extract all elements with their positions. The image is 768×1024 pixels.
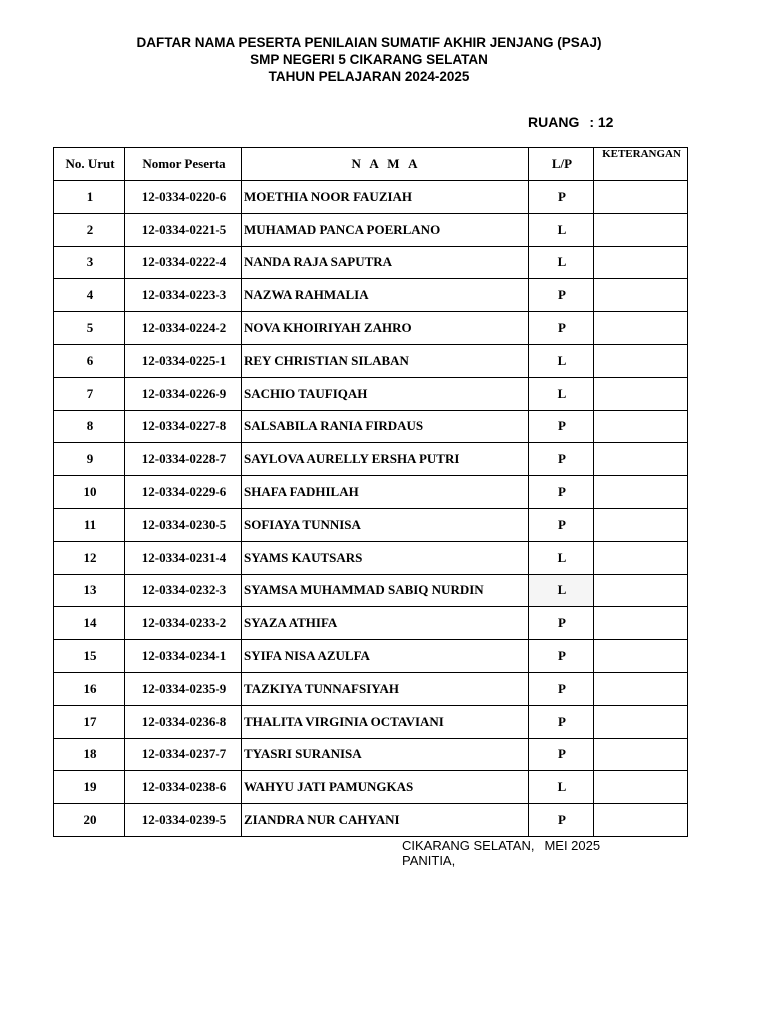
table-row xyxy=(54,312,688,345)
remarks-cell xyxy=(594,312,688,345)
participant-number-cell: 12-0334-0225-1 xyxy=(125,344,242,377)
row-number-cell: 6 xyxy=(54,344,125,377)
row-number-cell: 10 xyxy=(54,476,125,509)
gender-cell: L xyxy=(529,246,594,279)
table-row xyxy=(54,705,688,738)
row-number-cell: 12 xyxy=(54,541,125,574)
table-body xyxy=(54,181,688,837)
gender-cell: P xyxy=(529,443,594,476)
table-row xyxy=(54,410,688,443)
remarks-cell xyxy=(594,246,688,279)
row-number-cell: 19 xyxy=(54,771,125,804)
row-number-cell: 11 xyxy=(54,508,125,541)
table-row xyxy=(54,672,688,705)
title-line-3: TAHUN PELAJARAN 2024-2025 xyxy=(268,69,470,84)
remarks-cell xyxy=(594,574,688,607)
participant-number-cell: 12-0334-0222-4 xyxy=(125,246,242,279)
remarks-cell xyxy=(594,640,688,673)
row-number-cell: 2 xyxy=(54,213,125,246)
date-text: MEI 2025 xyxy=(544,838,601,853)
table-row xyxy=(54,476,688,509)
remarks-cell xyxy=(594,181,688,214)
row-number-cell: 15 xyxy=(54,640,125,673)
column-header-nama: N A M A xyxy=(242,148,529,181)
gender-cell: P xyxy=(529,804,594,837)
participant-name-cell: MOETHIA NOOR FAUZIAH xyxy=(242,181,529,214)
table-row xyxy=(54,246,688,279)
participant-name-cell: SHAFA FADHILAH xyxy=(242,476,529,509)
table-row xyxy=(54,279,688,312)
room-number: : 12 xyxy=(589,114,614,130)
remarks-cell xyxy=(594,344,688,377)
participant-name-cell: NAZWA RAHMALIA xyxy=(242,279,529,312)
column-header-keterangan: KETERANGAN xyxy=(594,148,688,181)
place-date-line xyxy=(402,838,600,853)
participant-name-cell: WAHYU JATI PAMUNGKAS xyxy=(242,771,529,804)
row-number-cell: 3 xyxy=(54,246,125,279)
remarks-cell xyxy=(594,508,688,541)
participant-number-cell: 12-0334-0233-2 xyxy=(125,607,242,640)
participant-name-cell: SYAMSA MUHAMMAD SABIQ NURDIN xyxy=(242,574,529,607)
remarks-cell xyxy=(594,771,688,804)
table-row xyxy=(54,574,688,607)
participant-number-cell: 12-0334-0226-9 xyxy=(125,377,242,410)
participant-number-cell: 12-0334-0227-8 xyxy=(125,410,242,443)
participant-name-cell: SALSABILA RANIA FIRDAUS xyxy=(242,410,529,443)
gender-cell: L xyxy=(529,771,594,804)
column-header-lp: L/P xyxy=(529,148,594,181)
participant-number-cell: 12-0334-0239-5 xyxy=(125,804,242,837)
participant-name-cell: SYIFA NISA AZULFA xyxy=(242,640,529,673)
participant-name-cell: SAYLOVA AURELLY ERSHA PUTRI xyxy=(242,443,529,476)
participant-name-cell: NANDA RAJA SAPUTRA xyxy=(242,246,529,279)
participant-number-cell: 12-0334-0224-2 xyxy=(125,312,242,345)
remarks-cell xyxy=(594,213,688,246)
row-number-cell: 14 xyxy=(54,607,125,640)
committee-label: PANITIA, xyxy=(402,853,456,868)
participant-number-cell: 12-0334-0238-6 xyxy=(125,771,242,804)
participant-name-cell: THALITA VIRGINIA OCTAVIANI xyxy=(242,705,529,738)
row-number-cell: 18 xyxy=(54,738,125,771)
table-row xyxy=(54,508,688,541)
participant-number-cell: 12-0334-0237-7 xyxy=(125,738,242,771)
participant-name-cell: SACHIO TAUFIQAH xyxy=(242,377,529,410)
table-row xyxy=(54,541,688,574)
remarks-cell xyxy=(594,672,688,705)
table-row xyxy=(54,213,688,246)
participant-table xyxy=(53,147,688,837)
gender-cell: L xyxy=(529,574,594,607)
gender-cell: P xyxy=(529,312,594,345)
participant-name-cell: TAZKIYA TUNNAFSIYAH xyxy=(242,672,529,705)
gender-cell: P xyxy=(529,672,594,705)
participant-number-cell: 12-0334-0220-6 xyxy=(125,181,242,214)
room-label xyxy=(528,114,613,130)
table-row xyxy=(54,443,688,476)
room-label-text: RUANG xyxy=(528,114,580,130)
remarks-cell xyxy=(594,738,688,771)
row-number-cell: 5 xyxy=(54,312,125,345)
row-number-cell: 13 xyxy=(54,574,125,607)
participant-name-cell: TYASRI SURANISA xyxy=(242,738,529,771)
row-number-cell: 20 xyxy=(54,804,125,837)
table-row xyxy=(54,804,688,837)
table-row xyxy=(54,771,688,804)
gender-cell: P xyxy=(529,607,594,640)
table-row xyxy=(54,738,688,771)
participant-number-cell: 12-0334-0234-1 xyxy=(125,640,242,673)
gender-cell: L xyxy=(529,541,594,574)
table-row xyxy=(54,181,688,214)
row-number-cell: 1 xyxy=(54,181,125,214)
participant-number-cell: 12-0334-0230-5 xyxy=(125,508,242,541)
table-header-row xyxy=(54,148,688,181)
row-number-cell: 17 xyxy=(54,705,125,738)
participant-number-cell: 12-0334-0228-7 xyxy=(125,443,242,476)
gender-cell: P xyxy=(529,181,594,214)
participant-number-cell: 12-0334-0236-8 xyxy=(125,705,242,738)
participant-name-cell: MUHAMAD PANCA POERLANO xyxy=(242,213,529,246)
gender-cell: P xyxy=(529,476,594,509)
participant-number-cell: 12-0334-0231-4 xyxy=(125,541,242,574)
table-row xyxy=(54,640,688,673)
place-text: CIKARANG SELATAN, xyxy=(402,838,535,853)
remarks-cell xyxy=(594,476,688,509)
remarks-cell xyxy=(594,607,688,640)
gender-cell: P xyxy=(529,279,594,312)
column-header-no-urut: No. Urut xyxy=(54,148,125,181)
participant-number-cell: 12-0334-0223-3 xyxy=(125,279,242,312)
row-number-cell: 9 xyxy=(54,443,125,476)
gender-cell: L xyxy=(529,344,594,377)
row-number-cell: 8 xyxy=(54,410,125,443)
participant-number-cell: 12-0334-0235-9 xyxy=(125,672,242,705)
participant-name-cell: SYAZA ATHIFA xyxy=(242,607,529,640)
participant-name-cell: REY CHRISTIAN SILABAN xyxy=(242,344,529,377)
table-row xyxy=(54,344,688,377)
remarks-cell xyxy=(594,279,688,312)
gender-cell: L xyxy=(529,377,594,410)
table-row xyxy=(54,377,688,410)
participant-name-cell: ZIANDRA NUR CAHYANI xyxy=(242,804,529,837)
row-number-cell: 16 xyxy=(54,672,125,705)
gender-cell: P xyxy=(529,640,594,673)
gender-cell: P xyxy=(529,508,594,541)
remarks-cell xyxy=(594,804,688,837)
participant-number-cell: 12-0334-0229-6 xyxy=(125,476,242,509)
document-title xyxy=(0,34,738,85)
table-row xyxy=(54,607,688,640)
remarks-cell xyxy=(594,410,688,443)
gender-cell: P xyxy=(529,410,594,443)
gender-cell: L xyxy=(529,213,594,246)
column-header-nomor-peserta: Nomor Peserta xyxy=(125,148,242,181)
title-line-2: SMP NEGERI 5 CIKARANG SELATAN xyxy=(250,52,488,67)
participant-number-cell: 12-0334-0232-3 xyxy=(125,574,242,607)
signature-block xyxy=(402,838,600,868)
row-number-cell: 4 xyxy=(54,279,125,312)
remarks-cell xyxy=(594,377,688,410)
remarks-cell xyxy=(594,443,688,476)
title-line-1: DAFTAR NAMA PESERTA PENILAIAN SUMATIF AKHIR JENJANG (PSAJ) xyxy=(136,35,602,50)
participant-number-cell: 12-0334-0221-5 xyxy=(125,213,242,246)
gender-cell: P xyxy=(529,738,594,771)
participant-name-cell: SYAMS KAUTSARS xyxy=(242,541,529,574)
participant-name-cell: NOVA KHOIRIYAH ZAHRO xyxy=(242,312,529,345)
participant-name-cell: SOFIAYA TUNNISA xyxy=(242,508,529,541)
row-number-cell: 7 xyxy=(54,377,125,410)
remarks-cell xyxy=(594,705,688,738)
remarks-cell xyxy=(594,541,688,574)
gender-cell: P xyxy=(529,705,594,738)
